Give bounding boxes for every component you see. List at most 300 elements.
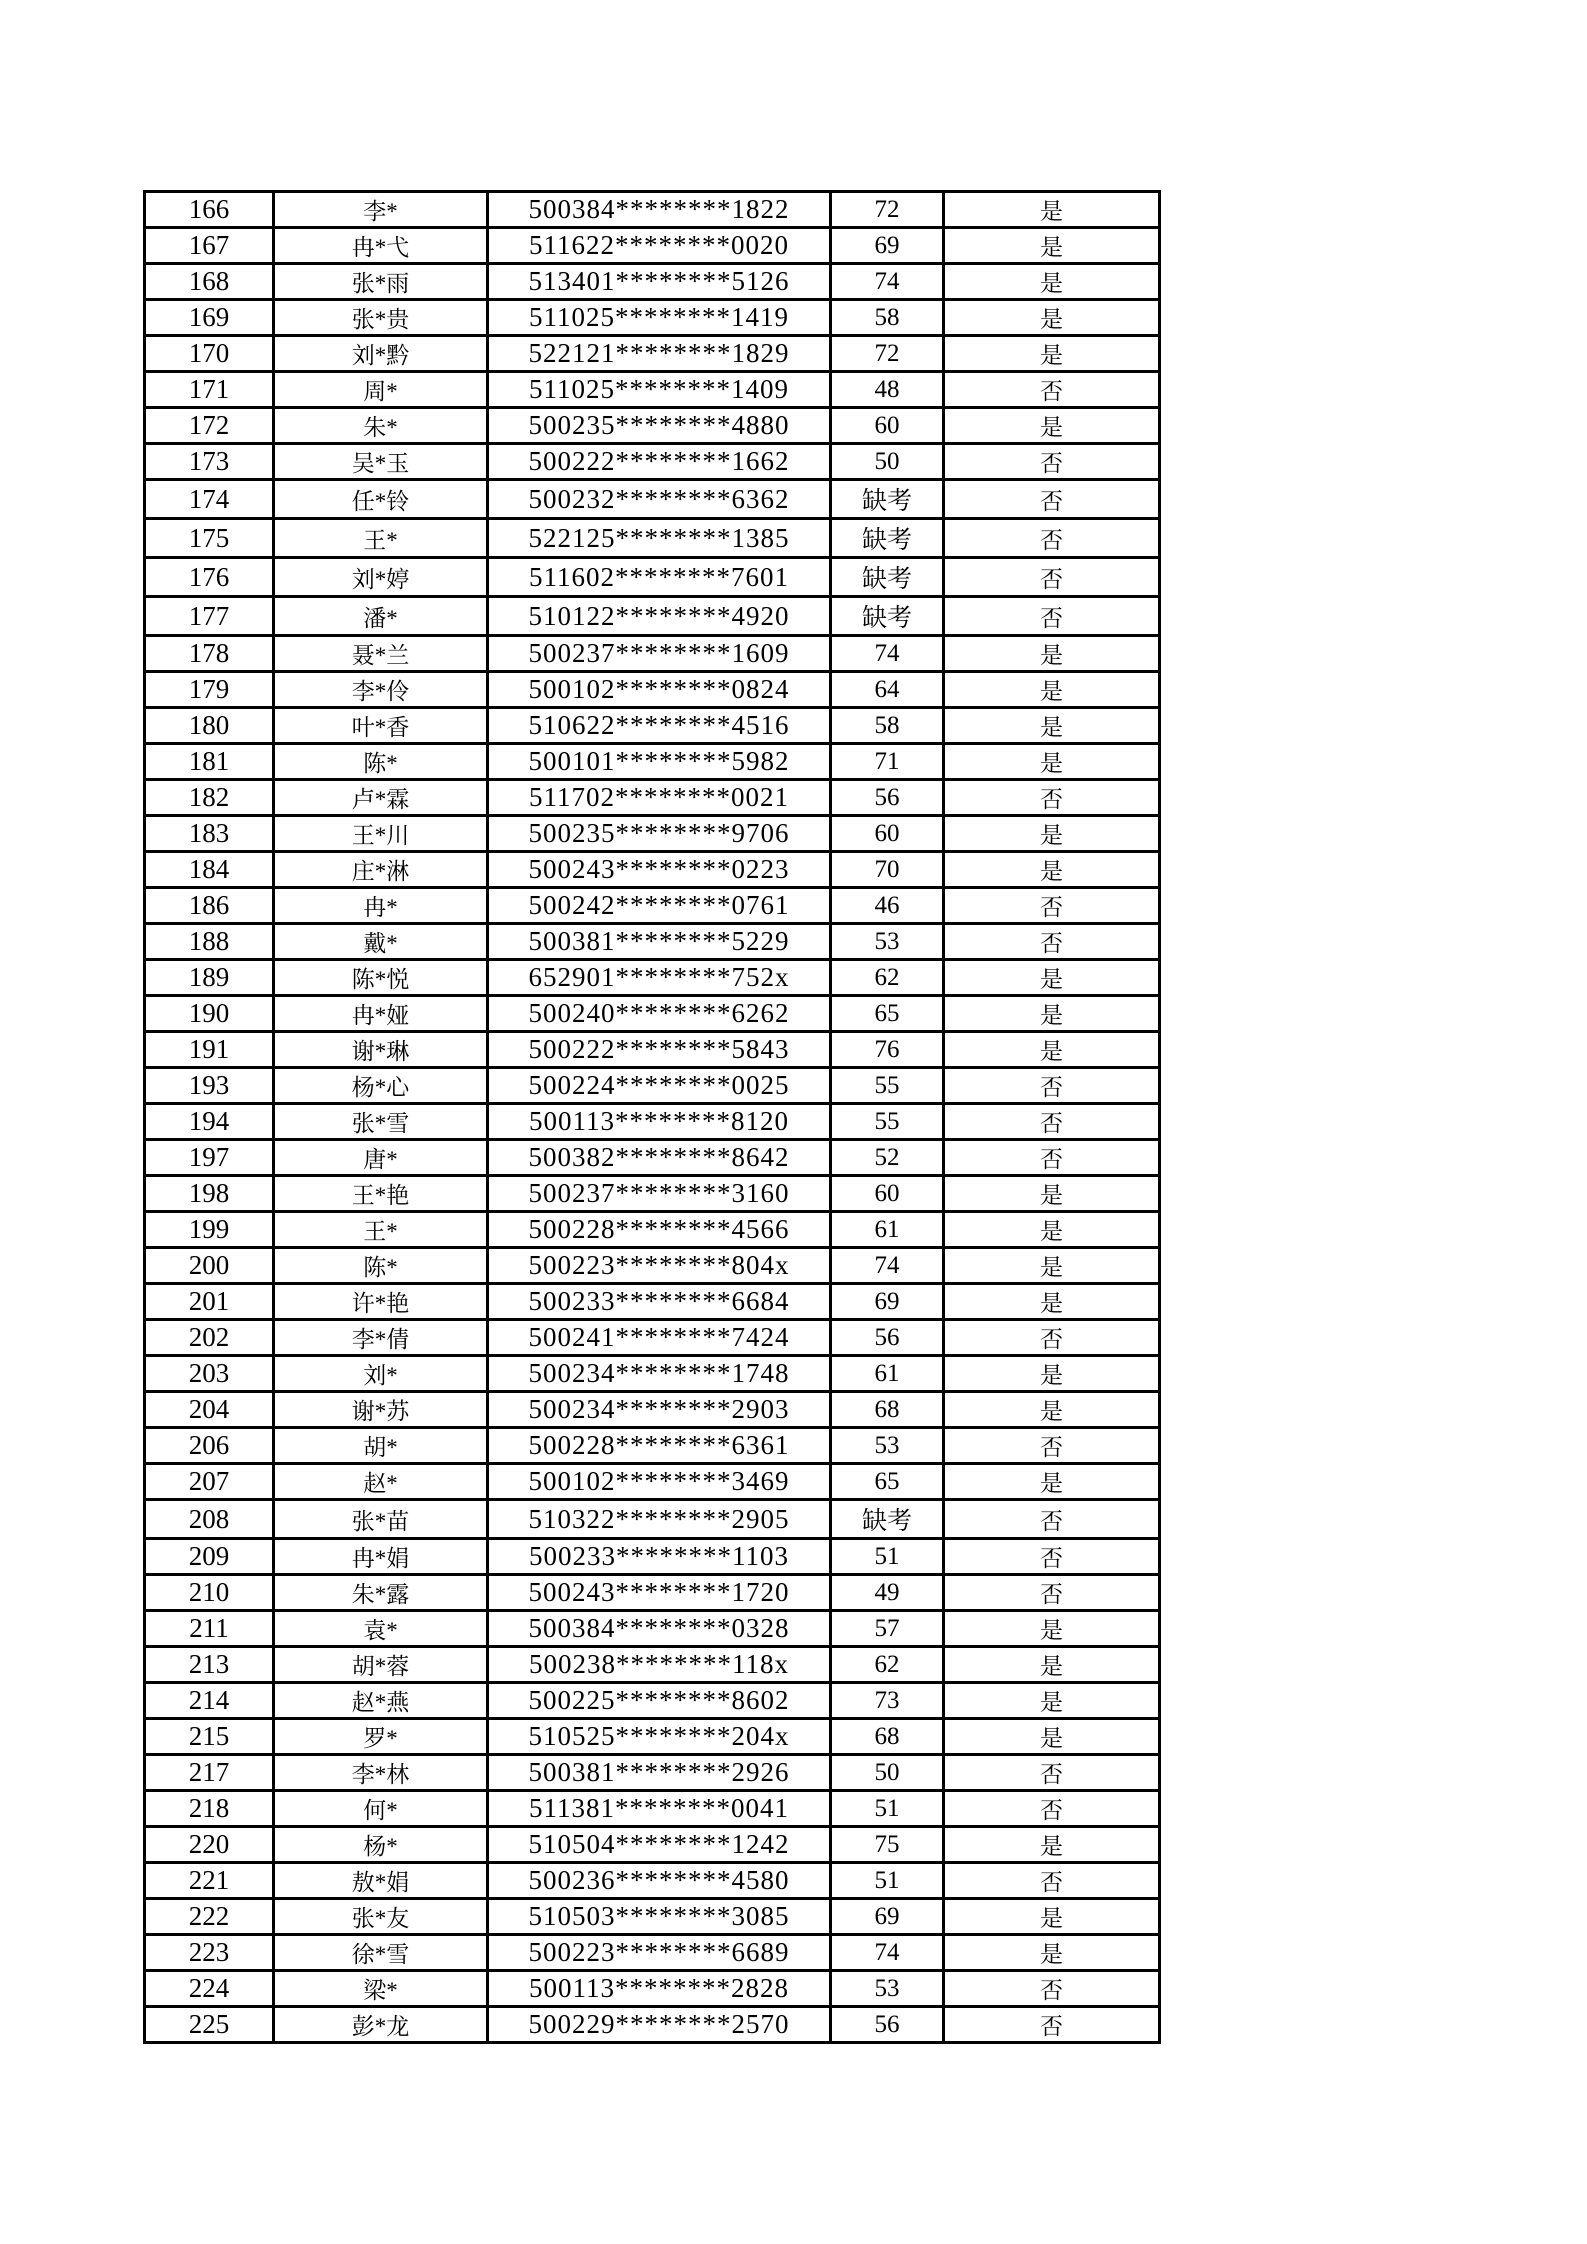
cell-serial-number: 224 xyxy=(145,1971,274,2007)
cell-masked-name: 敖*娟 xyxy=(274,1863,488,1899)
cell-pass-status: 是 xyxy=(944,636,1160,672)
table-row xyxy=(145,1719,1160,1755)
cell-score: 68 xyxy=(831,1392,944,1428)
cell-masked-id: 511602********7601 xyxy=(488,558,831,597)
cell-pass-status: 否 xyxy=(944,1863,1160,1899)
cell-masked-id: 510622********4516 xyxy=(488,708,831,744)
cell-pass-status: 是 xyxy=(944,300,1160,336)
cell-score: 51 xyxy=(831,1791,944,1827)
cell-masked-id: 652901********752x xyxy=(488,960,831,996)
table-row xyxy=(145,228,1160,264)
cell-score: 50 xyxy=(831,1755,944,1791)
cell-masked-id: 511702********0021 xyxy=(488,780,831,816)
table-row xyxy=(145,1500,1160,1539)
cell-masked-name: 朱*露 xyxy=(274,1575,488,1611)
cell-score: 60 xyxy=(831,1176,944,1212)
cell-score: 缺考 xyxy=(831,558,944,597)
cell-serial-number: 210 xyxy=(145,1575,274,1611)
table-row xyxy=(145,1647,1160,1683)
cell-pass-status: 否 xyxy=(944,1791,1160,1827)
cell-score: 46 xyxy=(831,888,944,924)
cell-masked-name: 袁* xyxy=(274,1611,488,1647)
cell-serial-number: 169 xyxy=(145,300,274,336)
cell-pass-status: 是 xyxy=(944,1611,1160,1647)
cell-pass-status: 是 xyxy=(944,1464,1160,1500)
cell-pass-status: 否 xyxy=(944,1539,1160,1575)
cell-masked-name: 潘* xyxy=(274,597,488,636)
cell-score: 64 xyxy=(831,672,944,708)
cell-masked-id: 511025********1419 xyxy=(488,300,831,336)
cell-serial-number: 211 xyxy=(145,1611,274,1647)
cell-score: 69 xyxy=(831,228,944,264)
cell-serial-number: 203 xyxy=(145,1356,274,1392)
cell-pass-status: 是 xyxy=(944,228,1160,264)
cell-masked-name: 杨* xyxy=(274,1827,488,1863)
cell-pass-status: 否 xyxy=(944,1575,1160,1611)
cell-masked-name: 陈* xyxy=(274,744,488,780)
cell-pass-status: 是 xyxy=(944,1899,1160,1935)
cell-masked-id: 500237********1609 xyxy=(488,636,831,672)
cell-score: 60 xyxy=(831,408,944,444)
cell-masked-name: 梁* xyxy=(274,1971,488,2007)
cell-pass-status: 是 xyxy=(944,1176,1160,1212)
cell-serial-number: 214 xyxy=(145,1683,274,1719)
cell-masked-id: 500235********9706 xyxy=(488,816,831,852)
cell-score: 53 xyxy=(831,1428,944,1464)
cell-score: 51 xyxy=(831,1863,944,1899)
cell-masked-id: 500102********0824 xyxy=(488,672,831,708)
cell-pass-status: 否 xyxy=(944,1971,1160,2007)
cell-serial-number: 199 xyxy=(145,1212,274,1248)
cell-masked-name: 张*苗 xyxy=(274,1500,488,1539)
cell-score: 56 xyxy=(831,1320,944,1356)
cell-masked-name: 任*铃 xyxy=(274,480,488,519)
cell-serial-number: 209 xyxy=(145,1539,274,1575)
cell-masked-id: 500238********118x xyxy=(488,1647,831,1683)
cell-serial-number: 197 xyxy=(145,1140,274,1176)
cell-serial-number: 167 xyxy=(145,228,274,264)
table-row xyxy=(145,480,1160,519)
cell-score: 65 xyxy=(831,1464,944,1500)
cell-masked-id: 500101********5982 xyxy=(488,744,831,780)
cell-pass-status: 否 xyxy=(944,1068,1160,1104)
cell-pass-status: 否 xyxy=(944,372,1160,408)
table-row xyxy=(145,1212,1160,1248)
cell-score: 58 xyxy=(831,708,944,744)
cell-masked-name: 唐* xyxy=(274,1140,488,1176)
cell-pass-status: 是 xyxy=(944,744,1160,780)
cell-serial-number: 217 xyxy=(145,1755,274,1791)
cell-score: 51 xyxy=(831,1539,944,1575)
cell-serial-number: 193 xyxy=(145,1068,274,1104)
table-row xyxy=(145,1104,1160,1140)
cell-masked-id: 500232********6362 xyxy=(488,480,831,519)
table-row xyxy=(145,558,1160,597)
cell-serial-number: 215 xyxy=(145,1719,274,1755)
table-row xyxy=(145,372,1160,408)
cell-serial-number: 198 xyxy=(145,1176,274,1212)
cell-serial-number: 206 xyxy=(145,1428,274,1464)
cell-score: 50 xyxy=(831,444,944,480)
table-row xyxy=(145,444,1160,480)
cell-masked-name: 陈*悦 xyxy=(274,960,488,996)
cell-masked-id: 500102********3469 xyxy=(488,1464,831,1500)
cell-masked-name: 戴* xyxy=(274,924,488,960)
cell-serial-number: 202 xyxy=(145,1320,274,1356)
cell-score: 69 xyxy=(831,1284,944,1320)
cell-score: 70 xyxy=(831,852,944,888)
cell-pass-status: 是 xyxy=(944,708,1160,744)
cell-masked-name: 李*倩 xyxy=(274,1320,488,1356)
cell-pass-status: 是 xyxy=(944,816,1160,852)
cell-masked-name: 李*伶 xyxy=(274,672,488,708)
cell-masked-id: 500384********0328 xyxy=(488,1611,831,1647)
cell-masked-name: 王* xyxy=(274,1212,488,1248)
cell-masked-name: 朱* xyxy=(274,408,488,444)
cell-serial-number: 189 xyxy=(145,960,274,996)
cell-serial-number: 174 xyxy=(145,480,274,519)
table-row xyxy=(145,1032,1160,1068)
table-row xyxy=(145,519,1160,558)
cell-pass-status: 是 xyxy=(944,336,1160,372)
cell-serial-number: 186 xyxy=(145,888,274,924)
cell-masked-name: 张*贵 xyxy=(274,300,488,336)
table-row xyxy=(145,1611,1160,1647)
cell-pass-status: 是 xyxy=(944,264,1160,300)
cell-score: 缺考 xyxy=(831,1500,944,1539)
cell-serial-number: 220 xyxy=(145,1827,274,1863)
cell-masked-name: 张*雨 xyxy=(274,264,488,300)
cell-masked-id: 500222********1662 xyxy=(488,444,831,480)
cell-masked-name: 冉*娟 xyxy=(274,1539,488,1575)
cell-masked-name: 王*艳 xyxy=(274,1176,488,1212)
table-row xyxy=(145,1899,1160,1935)
cell-masked-name: 王* xyxy=(274,519,488,558)
cell-masked-name: 许*艳 xyxy=(274,1284,488,1320)
cell-pass-status: 否 xyxy=(944,1428,1160,1464)
cell-score: 74 xyxy=(831,636,944,672)
table-row xyxy=(145,1464,1160,1500)
cell-masked-id: 510504********1242 xyxy=(488,1827,831,1863)
cell-masked-name: 刘*黔 xyxy=(274,336,488,372)
cell-masked-id: 500223********804x xyxy=(488,1248,831,1284)
table-row xyxy=(145,300,1160,336)
table-row xyxy=(145,816,1160,852)
table-row xyxy=(145,1575,1160,1611)
cell-serial-number: 194 xyxy=(145,1104,274,1140)
cell-masked-name: 吴*玉 xyxy=(274,444,488,480)
cell-score: 72 xyxy=(831,192,944,228)
cell-score: 53 xyxy=(831,924,944,960)
cell-serial-number: 180 xyxy=(145,708,274,744)
cell-masked-name: 叶*香 xyxy=(274,708,488,744)
cell-masked-name: 王*川 xyxy=(274,816,488,852)
cell-masked-id: 500234********2903 xyxy=(488,1392,831,1428)
cell-masked-id: 500233********6684 xyxy=(488,1284,831,1320)
cell-serial-number: 177 xyxy=(145,597,274,636)
table-row xyxy=(145,888,1160,924)
cell-pass-status: 是 xyxy=(944,192,1160,228)
cell-pass-status: 是 xyxy=(944,672,1160,708)
cell-masked-id: 500382********8642 xyxy=(488,1140,831,1176)
cell-serial-number: 175 xyxy=(145,519,274,558)
cell-serial-number: 190 xyxy=(145,996,274,1032)
cell-pass-status: 否 xyxy=(944,1320,1160,1356)
cell-pass-status: 是 xyxy=(944,1935,1160,1971)
table-row xyxy=(145,1356,1160,1392)
table-row xyxy=(145,1248,1160,1284)
cell-serial-number: 191 xyxy=(145,1032,274,1068)
cell-pass-status: 否 xyxy=(944,480,1160,519)
cell-masked-name: 彭*龙 xyxy=(274,2007,488,2043)
cell-masked-name: 胡*蓉 xyxy=(274,1647,488,1683)
cell-score: 61 xyxy=(831,1356,944,1392)
cell-score: 55 xyxy=(831,1068,944,1104)
cell-serial-number: 184 xyxy=(145,852,274,888)
cell-pass-status: 是 xyxy=(944,852,1160,888)
cell-masked-id: 500234********1748 xyxy=(488,1356,831,1392)
cell-serial-number: 207 xyxy=(145,1464,274,1500)
cell-pass-status: 是 xyxy=(944,408,1160,444)
cell-serial-number: 173 xyxy=(145,444,274,480)
cell-masked-name: 徐*雪 xyxy=(274,1935,488,1971)
cell-masked-name: 罗* xyxy=(274,1719,488,1755)
cell-masked-id: 511025********1409 xyxy=(488,372,831,408)
cell-masked-name: 庄*淋 xyxy=(274,852,488,888)
table-row xyxy=(145,672,1160,708)
table-row xyxy=(145,1755,1160,1791)
table-row xyxy=(145,1539,1160,1575)
cell-masked-name: 何* xyxy=(274,1791,488,1827)
cell-serial-number: 221 xyxy=(145,1863,274,1899)
cell-pass-status: 是 xyxy=(944,1248,1160,1284)
cell-serial-number: 176 xyxy=(145,558,274,597)
cell-score: 缺考 xyxy=(831,480,944,519)
cell-masked-name: 张*友 xyxy=(274,1899,488,1935)
cell-pass-status: 是 xyxy=(944,1212,1160,1248)
cell-score: 52 xyxy=(831,1140,944,1176)
cell-masked-id: 511622********0020 xyxy=(488,228,831,264)
cell-masked-id: 510525********204x xyxy=(488,1719,831,1755)
cell-score: 74 xyxy=(831,1935,944,1971)
cell-pass-status: 否 xyxy=(944,888,1160,924)
cell-masked-name: 周* xyxy=(274,372,488,408)
cell-score: 74 xyxy=(831,264,944,300)
cell-masked-name: 杨*心 xyxy=(274,1068,488,1104)
cell-serial-number: 200 xyxy=(145,1248,274,1284)
cell-pass-status: 是 xyxy=(944,1392,1160,1428)
table-row xyxy=(145,1683,1160,1719)
cell-score: 73 xyxy=(831,1683,944,1719)
table-row xyxy=(145,2007,1160,2043)
cell-masked-id: 500222********5843 xyxy=(488,1032,831,1068)
cell-masked-name: 刘*婷 xyxy=(274,558,488,597)
table-row xyxy=(145,780,1160,816)
cell-masked-name: 冉*弋 xyxy=(274,228,488,264)
cell-masked-id: 500237********3160 xyxy=(488,1176,831,1212)
cell-score: 56 xyxy=(831,780,944,816)
cell-masked-name: 李*林 xyxy=(274,1755,488,1791)
cell-pass-status: 是 xyxy=(944,1647,1160,1683)
cell-score: 缺考 xyxy=(831,597,944,636)
cell-serial-number: 204 xyxy=(145,1392,274,1428)
cell-masked-name: 李* xyxy=(274,192,488,228)
cell-pass-status: 否 xyxy=(944,1500,1160,1539)
table-row xyxy=(145,1068,1160,1104)
cell-score: 65 xyxy=(831,996,944,1032)
table-row xyxy=(145,264,1160,300)
cell-masked-id: 500113********2828 xyxy=(488,1971,831,2007)
cell-masked-id: 500228********4566 xyxy=(488,1212,831,1248)
cell-masked-name: 冉* xyxy=(274,888,488,924)
cell-pass-status: 否 xyxy=(944,444,1160,480)
table-row xyxy=(145,744,1160,780)
cell-masked-id: 511381********0041 xyxy=(488,1791,831,1827)
table-row xyxy=(145,597,1160,636)
cell-masked-id: 513401********5126 xyxy=(488,264,831,300)
cell-score: 56 xyxy=(831,2007,944,2043)
cell-masked-id: 510122********4920 xyxy=(488,597,831,636)
cell-masked-id: 500233********1103 xyxy=(488,1539,831,1575)
cell-pass-status: 是 xyxy=(944,1827,1160,1863)
table-row xyxy=(145,1140,1160,1176)
cell-score: 62 xyxy=(831,960,944,996)
cell-score: 49 xyxy=(831,1575,944,1611)
cell-masked-id: 500235********4880 xyxy=(488,408,831,444)
table-row xyxy=(145,408,1160,444)
cell-serial-number: 225 xyxy=(145,2007,274,2043)
cell-score: 58 xyxy=(831,300,944,336)
cell-masked-name: 谢*琳 xyxy=(274,1032,488,1068)
cell-serial-number: 223 xyxy=(145,1935,274,1971)
cell-pass-status: 否 xyxy=(944,1755,1160,1791)
cell-masked-id: 500225********8602 xyxy=(488,1683,831,1719)
cell-score: 缺考 xyxy=(831,519,944,558)
cell-masked-name: 刘* xyxy=(274,1356,488,1392)
cell-score: 72 xyxy=(831,336,944,372)
cell-masked-id: 500381********5229 xyxy=(488,924,831,960)
table-row xyxy=(145,960,1160,996)
cell-masked-name: 陈* xyxy=(274,1248,488,1284)
cell-masked-id: 510322********2905 xyxy=(488,1500,831,1539)
cell-serial-number: 178 xyxy=(145,636,274,672)
table-row xyxy=(145,708,1160,744)
cell-pass-status: 是 xyxy=(944,1032,1160,1068)
cell-masked-id: 500243********1720 xyxy=(488,1575,831,1611)
table-row xyxy=(145,336,1160,372)
cell-serial-number: 208 xyxy=(145,1500,274,1539)
cell-masked-id: 500224********0025 xyxy=(488,1068,831,1104)
cell-masked-name: 赵* xyxy=(274,1464,488,1500)
cell-serial-number: 183 xyxy=(145,816,274,852)
cell-pass-status: 是 xyxy=(944,1683,1160,1719)
cell-masked-name: 张*雪 xyxy=(274,1104,488,1140)
cell-pass-status: 否 xyxy=(944,780,1160,816)
cell-pass-status: 是 xyxy=(944,1356,1160,1392)
table-row xyxy=(145,1863,1160,1899)
results-table xyxy=(143,190,1161,2044)
table-row xyxy=(145,1320,1160,1356)
cell-masked-id: 500381********2926 xyxy=(488,1755,831,1791)
cell-serial-number: 168 xyxy=(145,264,274,300)
cell-serial-number: 188 xyxy=(145,924,274,960)
cell-serial-number: 181 xyxy=(145,744,274,780)
cell-serial-number: 201 xyxy=(145,1284,274,1320)
cell-score: 57 xyxy=(831,1611,944,1647)
table-row xyxy=(145,192,1160,228)
cell-score: 53 xyxy=(831,1971,944,2007)
cell-masked-id: 500223********6689 xyxy=(488,1935,831,1971)
cell-masked-name: 赵*燕 xyxy=(274,1683,488,1719)
cell-score: 68 xyxy=(831,1719,944,1755)
cell-masked-id: 500229********2570 xyxy=(488,2007,831,2043)
cell-serial-number: 172 xyxy=(145,408,274,444)
cell-pass-status: 是 xyxy=(944,960,1160,996)
cell-masked-id: 510503********3085 xyxy=(488,1899,831,1935)
cell-masked-name: 谢*苏 xyxy=(274,1392,488,1428)
cell-pass-status: 否 xyxy=(944,558,1160,597)
cell-masked-name: 胡* xyxy=(274,1428,488,1464)
cell-masked-name: 冉*娅 xyxy=(274,996,488,1032)
cell-pass-status: 是 xyxy=(944,1284,1160,1320)
cell-score: 61 xyxy=(831,1212,944,1248)
cell-serial-number: 170 xyxy=(145,336,274,372)
cell-masked-id: 500242********0761 xyxy=(488,888,831,924)
cell-masked-name: 卢*霖 xyxy=(274,780,488,816)
cell-masked-id: 500113********8120 xyxy=(488,1104,831,1140)
cell-masked-id: 500243********0223 xyxy=(488,852,831,888)
cell-masked-id: 500228********6361 xyxy=(488,1428,831,1464)
cell-serial-number: 166 xyxy=(145,192,274,228)
cell-score: 62 xyxy=(831,1647,944,1683)
table-row xyxy=(145,636,1160,672)
cell-masked-id: 522121********1829 xyxy=(488,336,831,372)
cell-pass-status: 否 xyxy=(944,597,1160,636)
cell-score: 69 xyxy=(831,1899,944,1935)
cell-score: 74 xyxy=(831,1248,944,1284)
table-row xyxy=(145,1971,1160,2007)
table-row xyxy=(145,996,1160,1032)
cell-masked-id: 500236********4580 xyxy=(488,1863,831,1899)
cell-masked-name: 聂*兰 xyxy=(274,636,488,672)
cell-serial-number: 179 xyxy=(145,672,274,708)
table-row xyxy=(145,1827,1160,1863)
cell-serial-number: 222 xyxy=(145,1899,274,1935)
cell-score: 71 xyxy=(831,744,944,780)
cell-serial-number: 171 xyxy=(145,372,274,408)
table-row xyxy=(145,852,1160,888)
cell-masked-id: 500241********7424 xyxy=(488,1320,831,1356)
table-row xyxy=(145,924,1160,960)
cell-pass-status: 是 xyxy=(944,996,1160,1032)
cell-score: 48 xyxy=(831,372,944,408)
cell-pass-status: 否 xyxy=(944,1104,1160,1140)
cell-pass-status: 是 xyxy=(944,1719,1160,1755)
table-row xyxy=(145,1392,1160,1428)
table-row xyxy=(145,1791,1160,1827)
cell-pass-status: 否 xyxy=(944,924,1160,960)
table-row xyxy=(145,1284,1160,1320)
table-row xyxy=(145,1935,1160,1971)
cell-score: 60 xyxy=(831,816,944,852)
cell-serial-number: 182 xyxy=(145,780,274,816)
cell-score: 75 xyxy=(831,1827,944,1863)
cell-serial-number: 218 xyxy=(145,1791,274,1827)
cell-score: 55 xyxy=(831,1104,944,1140)
cell-pass-status: 否 xyxy=(944,2007,1160,2043)
table-row xyxy=(145,1176,1160,1212)
table-row xyxy=(145,1428,1160,1464)
